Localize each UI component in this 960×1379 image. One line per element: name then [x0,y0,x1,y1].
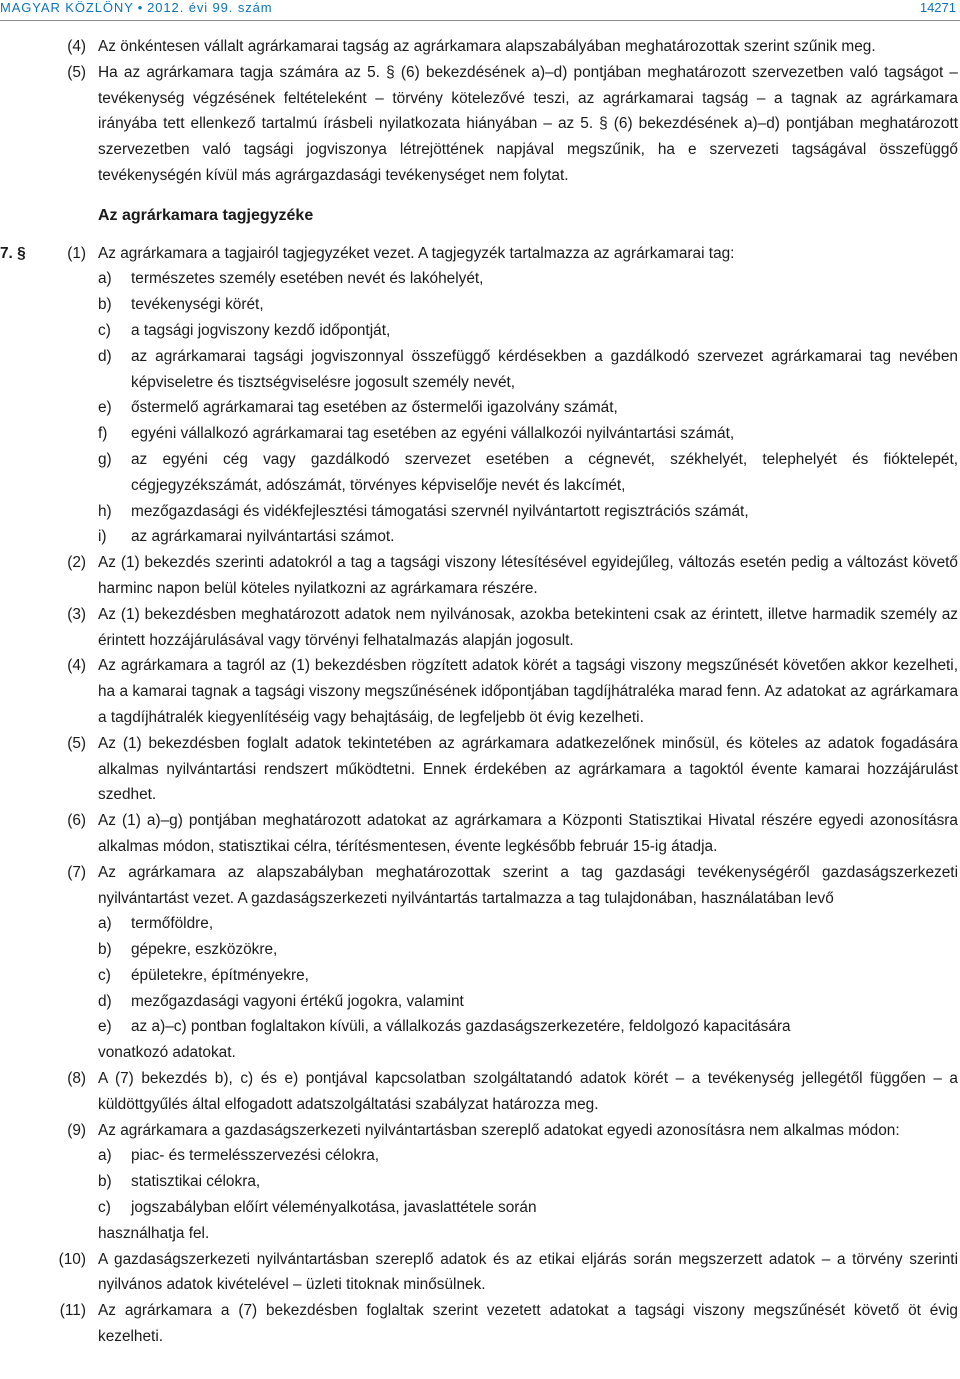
list-item-marker: b) [98,941,112,959]
list-item-text: gépekre, eszközökre, [131,941,278,959]
paragraph-number: (1) [67,244,86,262]
paragraph [0,34,960,60]
list-item-text: termőföldre, [131,915,214,933]
paragraph-closing-text: használhatja fel. [98,1224,210,1242]
list-item-text: mezőgazdasági vagyoni értékű jogokra, valamint [131,992,464,1010]
paragraph [0,1298,960,1350]
paragraph-number: (9) [67,1121,86,1139]
paragraph-number: (8) [67,1070,86,1088]
list-item-text: jogszabályban előírt véleményalkotása, javaslattétele során [131,1199,537,1217]
paragraph-number: (4) [67,38,86,55]
list-item-text: az egyéni cég vagy gazdálkodó szervezet esetében a cégnevét, székhelyét, telephelyét és fióktelepét, cégjegyzékszámát, adószámát, törvényes képviselője nevét és lakcímét, [131,450,958,494]
list-item-text: mezőgazdasági és vidékfejlesztési támogatási szervnél nyilvántartott regisztrációs számát, [131,502,749,520]
paragraph-number: (11) [59,1302,86,1320]
paragraph-number: (7) [67,863,86,881]
list-item [0,266,960,292]
paragraph-number: (3) [67,605,86,623]
list-item [0,1143,960,1169]
list-item [0,421,960,447]
paragraph-number: (10) [58,1250,86,1268]
paragraph-text: Az agrárkamara a tagjairól tagjegyzéket vezet. A tagjegyzék tartalmazza az agrárkamarai tag: [98,244,735,262]
list-item-marker: i) [98,528,107,546]
list-item [0,1169,960,1195]
list-item-text: az agrárkamarai nyilvántartási számot. [131,528,395,546]
journal-name: MAGYAR KÖZLÖNY [0,0,134,15]
intro-paragraphs [0,34,960,189]
paragraph-text: A (7) bekezdés b), c) és e) pontjával kapcsolatban szolgáltatandó adatok körét – a tevékenység jellegétől függően – a küldöttgyűlés által elfogadott adatszolgáltatási szabályzat határozza meg. [98,1070,958,1113]
paragraph-number: (5) [67,734,86,752]
paragraph-text: Ha az agrárkamara tagja számára az 5. § (6) bekezdésének a)–d) pontjában meghatározott szervezetben való tagságot – tevékenység végzésének feltételeként – törvény kötelezővé teszi, az agrárkamarai tagság – a tagnak az agrárkamara irányába tett ellenkező tartalmú írásbeli nyilatkozata hiányában – az 5. § (6) bekezdésének a)–d) pontjában meghatározott szervezetben való tagsági jogviszonya létrejöttének napjával megszűnik, ha e szervezeti tagságával összefüggő tevékenységén kívül más agrárgazdasági tevékenységet nem folytat. [98,63,958,184]
list-item-marker: a) [98,1147,112,1165]
bullet-separator: • [137,0,144,15]
paragraph-text: Az (1) bekezdésben foglalt adatok tekintetében az agrárkamara adatkezelőnek minősül, és köteles az adatok fogadására alkalmas nyilvántartási rendszert működtetni. Ennek érdekében az agrárkamara a tagoktól évente kamarai hozzájárulást szedhet. [98,734,958,804]
list-item-marker: e) [98,399,112,417]
list-item-marker: b) [98,1173,112,1191]
list-item-text: a tagsági jogviszony kezdő időpontját, [131,321,391,339]
list-item-text: piac- és termelésszervezési célokra, [131,1147,380,1165]
header-divider [0,20,960,21]
paragraph-text: Az (1) bekezdésben meghatározott adatok nem nyilvánosak, azokba betekinteni csak az érintett, illetve harmadik személy az érintett hozzájárulásával vagy törvényi felhatalmazás alapján jogosult. [98,605,958,649]
list-item [0,499,960,525]
paragraph-text: Az (1) bekezdés szerinti adatokról a tag a tagsági viszony létesítésével egyidejűleg, változás esetén pedig a változást követő harminc napon belül köteles nyilatkozni az agrárkamara részére. [98,554,958,597]
paragraph [0,653,960,730]
issue-label: 2012. évi 99. szám [147,0,273,15]
paragraph-text: Az agrárkamara az alapszabályban meghatározottak szerint a tag gazdasági tevékenységéről gazdaságszerkezeti nyilvántartást vezet. A gazdaságszerkezeti nyilvántartás tartalmazza a tag tulajdonában, használatában levő [98,863,958,907]
list-item [0,292,960,318]
list-item [0,1014,960,1040]
list-item-text: az a)–c) pontban foglaltakon kívüli, a vállalkozás gazdaságszerkezetére, feldolgozó kapacitására [131,1018,791,1036]
list-item-marker: c) [98,1199,111,1217]
paragraph [0,60,960,189]
list-item [0,911,960,937]
paragraph [0,860,960,912]
list-item [0,447,960,499]
list-item [0,1195,960,1221]
document-body [0,34,960,1350]
list-item-text: őstermelő agrárkamarai tag esetében az őstermelői igazolvány számát, [131,399,618,417]
list-item-marker: f) [98,425,108,443]
paragraph [0,1247,960,1299]
paragraph-number: (4) [67,657,86,675]
paragraph-number: (2) [67,554,86,572]
list-item-text: természetes személy esetében nevét és lakóhelyét, [131,270,484,288]
paragraph [0,1066,960,1118]
paragraph-closing-text: vonatkozó adatokat. [98,1044,236,1062]
list-item-text: tevékenységi körét, [131,296,264,314]
list-item-marker: d) [98,992,112,1010]
page-number: 14271 [919,0,956,15]
list-item-marker: d) [98,347,112,365]
list-item [0,937,960,963]
list-item [0,989,960,1015]
list-item-text: statisztikai célokra, [131,1173,261,1191]
list-item-marker: c) [98,966,111,984]
list-item-marker: g) [98,450,112,468]
list-item-marker: c) [98,321,111,339]
paragraph-text: Az (1) a)–g) pontjában meghatározott adatokat az agrárkamara a Központi Statisztikai Hivatal részére egyedi azonosításra alkalmas módon, statisztikai célra, térítésmentesen, évente legkésőbb február 15-ig átadja. [98,812,958,855]
list-item-marker: a) [98,915,112,933]
section-heading: Az agrárkamara tagjegyzéke [98,206,314,224]
paragraph [0,550,960,602]
paragraph-text: Az önkéntesen vállalt agrárkamarai tagság az agrárkamara alapszabályában meghatározottak szerint szűnik meg. [98,38,876,55]
paragraph-number: (5) [67,63,86,81]
journal-title-block [0,0,273,16]
paragraph [0,731,960,808]
list-item-text: épületekre, építményekre, [131,966,309,984]
list-item-text: egyéni vállalkozó agrárkamarai tag esetében az egyéni vállalkozói nyilvántartási számát, [131,425,735,443]
list-item-marker: a) [98,270,112,288]
paragraph-text: Az agrárkamara a (7) bekezdésben foglaltak szerint vezetett adatokat a tagsági viszony megszűnését követő öt évig kezelheti. [98,1302,958,1346]
paragraph [0,1118,960,1144]
list-item [0,318,960,344]
list-item [0,524,960,550]
list-item-text: az agrárkamarai tagsági jogviszonnyal összefüggő kérdésekben a gazdálkodó szervezet agrárkamarai tag nevében képviseletre és tisztségviselésre jogosult személy nevét, [131,347,958,391]
list-item [0,344,960,396]
list-item-marker: b) [98,296,112,314]
list-item-marker: e) [98,1018,112,1036]
paragraph-text: Az agrárkamara a gazdaságszerkezeti nyilvántartásban szereplő adatokat egyedi azonosításra nem alkalmas módon: [98,1121,900,1139]
paragraph [0,808,960,860]
paragraph-text: A gazdaságszerkezeti nyilvántartásban szereplő adatok és az etikai eljárás során megszerzett adatok – a törvény szerinti nyilvános adatok kivételével – üzleti titoknak minősülnek. [98,1250,958,1294]
paragraph [0,602,960,654]
paragraph [0,241,960,267]
section-body [0,241,960,1350]
list-item-marker: h) [98,502,112,520]
section-number: 7. § [0,244,26,262]
list-item [0,395,960,421]
paragraph-text: Az agrárkamara a tagról az (1) bekezdésben rögzített adatok körét a tagsági viszony megszűnését követően akkor kezelheti, ha a kamarai tagnak a tagsági viszony megszűnésének időpontjában tagdíjhátraléka marad fenn. Az adatokat az agrárkamara a tagdíjhátralék kiegyenlítéséig vagy behajtásáig, de legfeljebb öt évig kezelheti. [98,657,958,726]
paragraph-number: (6) [67,812,86,830]
list-item [0,963,960,989]
